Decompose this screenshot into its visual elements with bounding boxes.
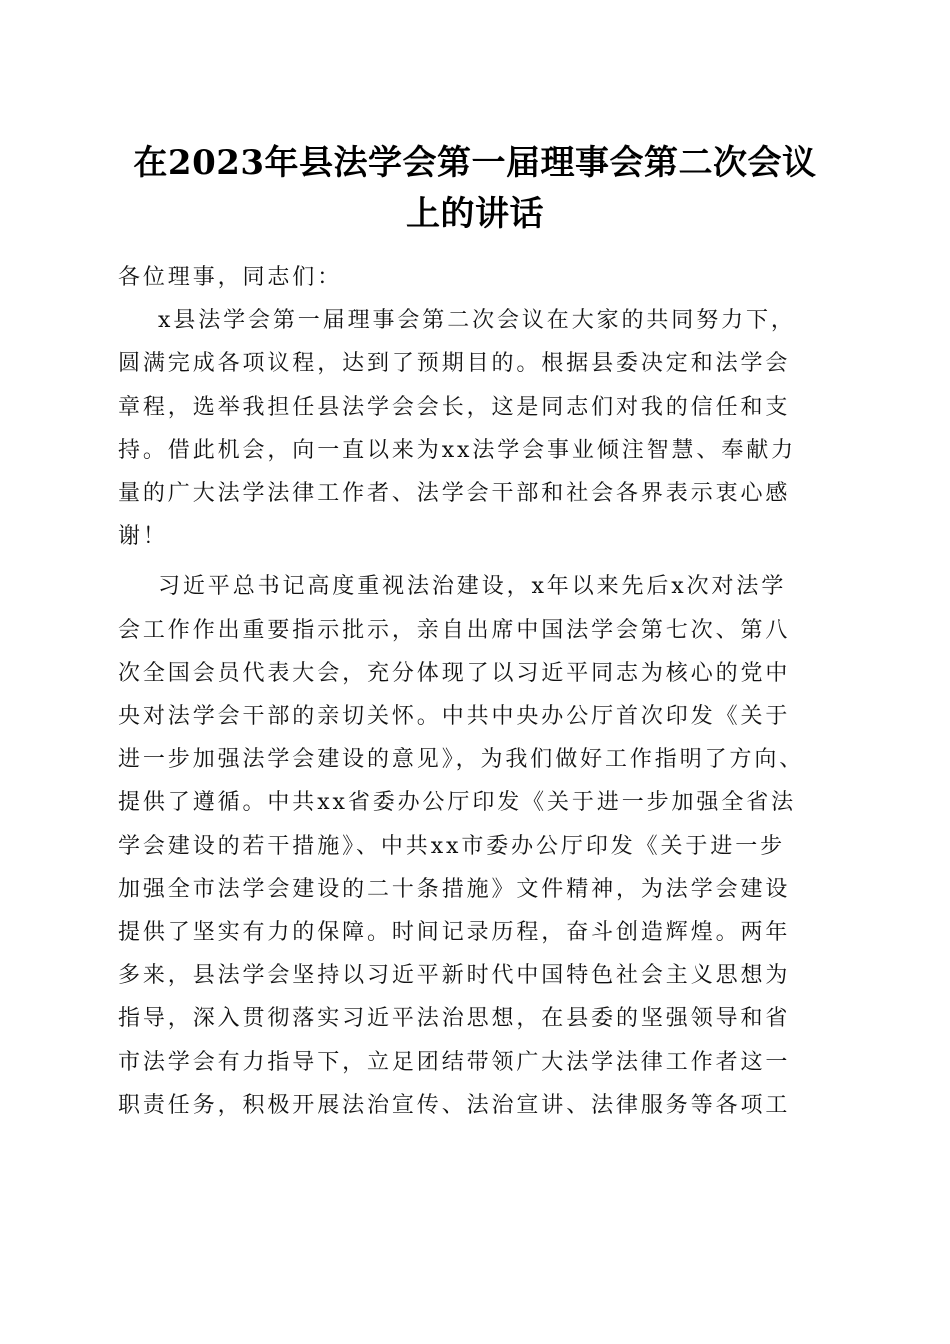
paragraph-line: 加强全市法学会建设的二十条措施》文件精神，为法学会建设 <box>118 876 791 902</box>
paragraph-line: 学会建设的若干措施》、中共xx市委办公厅印发《关于进一步 <box>118 833 786 859</box>
document-title <box>100 138 850 240</box>
document-body <box>118 256 838 1127</box>
paragraph-line: 持。借此机会，向一直以来为xx法学会事业倾注智慧、奉献力 <box>118 437 797 463</box>
paragraph-line: 章程，选举我担任县法学会会长，这是同志们对我的信任和支 <box>118 394 791 420</box>
paragraph-line: 职责任务，积极开展法治宣传、法治宣讲、法律服务等各项工 <box>118 1092 791 1118</box>
title-line-2: 上的讲话 <box>406 194 544 234</box>
paragraph-2 <box>118 565 838 1127</box>
paragraph-line: 央对法学会干部的亲切关怀。中共中央办公厅首次印发《关于 <box>118 704 791 730</box>
salutation: 各位理事，同志们： <box>118 265 343 290</box>
paragraph-line: x县法学会第一届理事会第二次会议在大家的共同努力下， <box>158 308 796 334</box>
paragraph-line: 进一步加强法学会建设的意见》，为我们做好工作指明了方向、 <box>118 747 805 773</box>
title-line-1: 在2023年县法学会第一届理事会第二次会议 <box>133 143 817 183</box>
paragraph-line: 次全国会员代表大会，充分体现了以习近平同志为核心的党中 <box>118 660 791 686</box>
paragraph-line: 多来，县法学会坚持以习近平新时代中国特色社会主义思想为 <box>118 963 791 989</box>
paragraph-line: 指导，深入贯彻落实习近平法治思想，在县委的坚强领导和省 <box>118 1006 791 1032</box>
paragraph-line: 会工作作出重要指示批示，亲自出席中国法学会第七次、第八 <box>118 617 791 643</box>
paragraph-line: 提供了坚实有力的保障。时间记录历程，奋斗创造辉煌。两年 <box>118 920 791 946</box>
paragraph-line: 量的广大法学法律工作者、法学会干部和社会各界表示衷心感 <box>118 481 791 507</box>
paragraph-line: 提供了遵循。中共xx省委办公厅印发《关于进一步加强全省法 <box>118 790 797 816</box>
paragraph-line: 市法学会有力指导下，立足团结带领广大法学法律工作者这一 <box>118 1049 791 1075</box>
paragraph-line: 圆满完成各项议程，达到了预期目的。根据县委决定和法学会 <box>118 351 791 377</box>
paragraph-1 <box>118 299 838 558</box>
paragraph-line: 谢！ <box>118 524 168 550</box>
paragraph-line: 习近平总书记高度重视法治建设，x年以来先后x次对法学 <box>158 574 787 600</box>
